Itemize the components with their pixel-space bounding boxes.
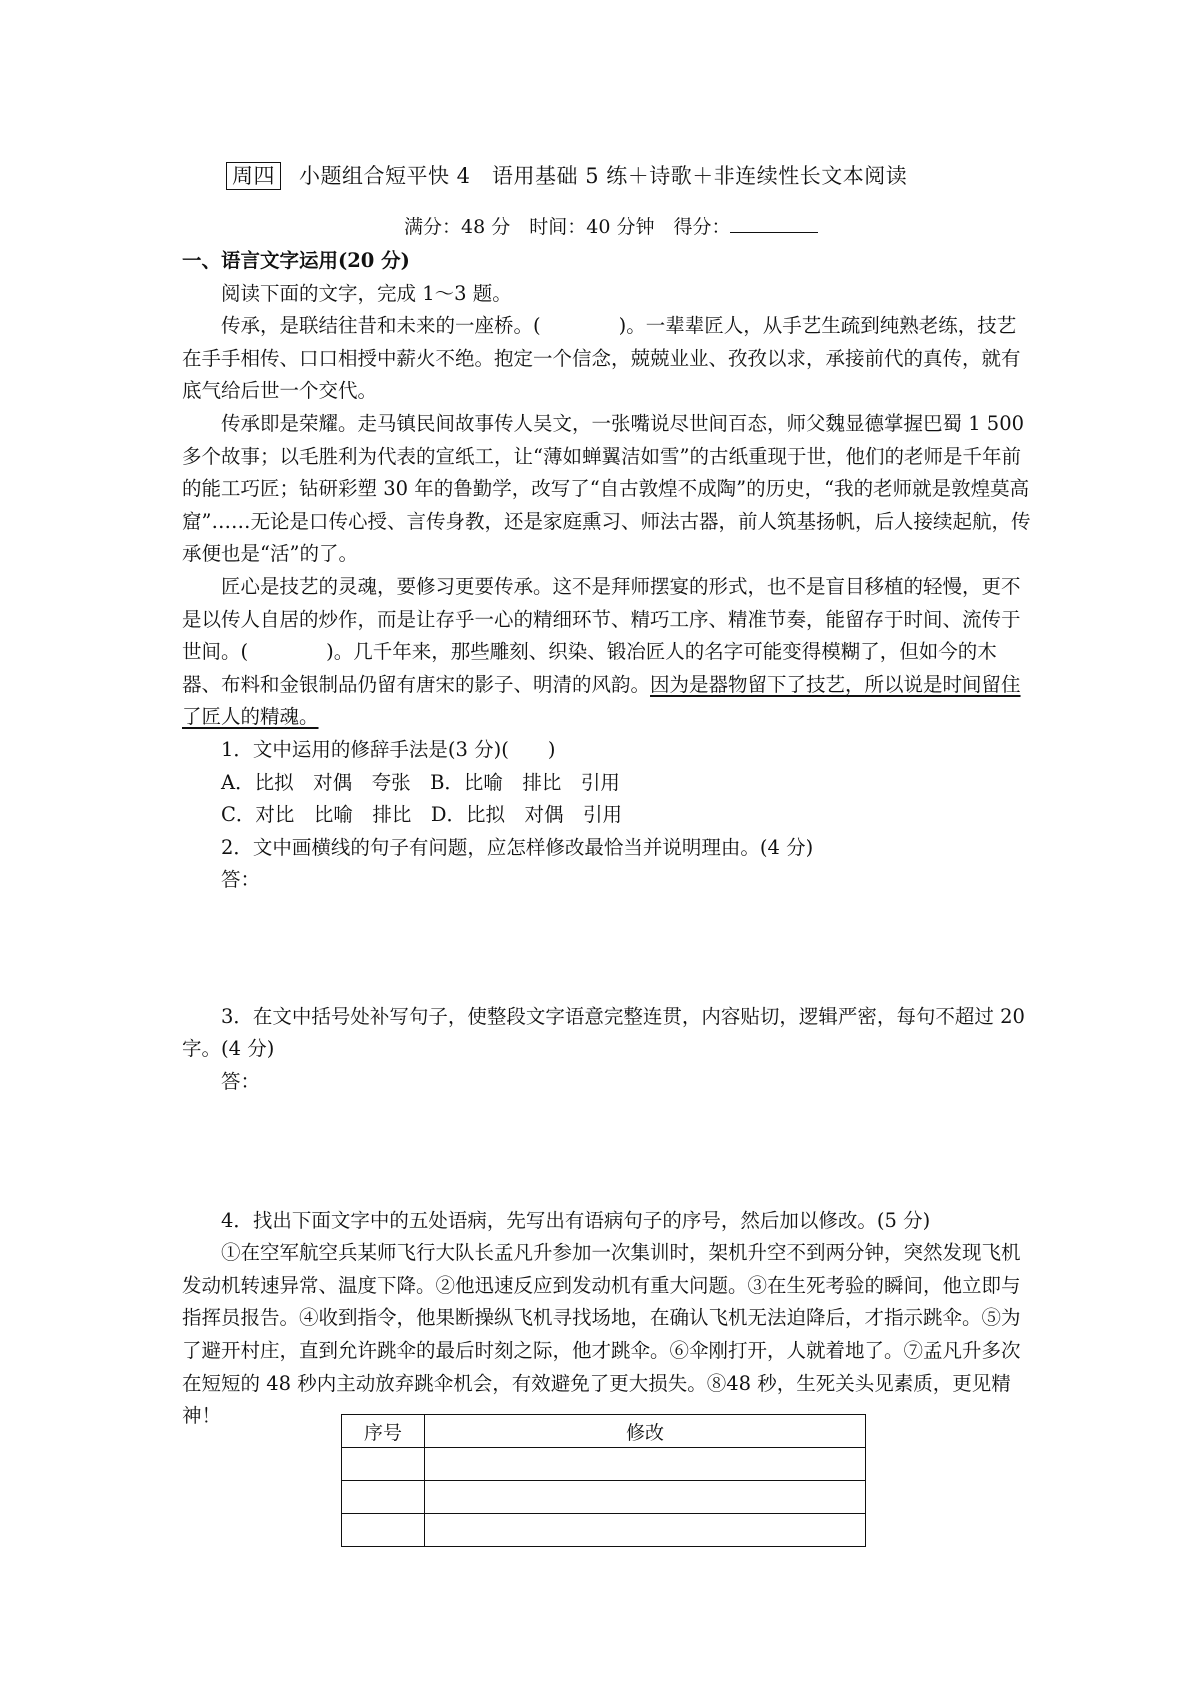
- question-2-stem: 2．文中画横线的句子有问题，应怎样修改最恰当并说明理由。(4 分): [221, 835, 814, 859]
- question-1-stem: 1．文中运用的修辞手法是(3 分)( ): [221, 737, 556, 761]
- answer-fix-cell[interactable]: [425, 1514, 866, 1547]
- full-score: 满分：48 分: [404, 216, 511, 238]
- passage-paragraph-1: 传承，是联结往昔和未来的一座桥。( )。一辈辈匠人，从手艺生疏到纯熟老练，技艺在手手相传、口口相授中薪火不绝。抱定一个信念，兢兢业业、孜孜以求，承接前代的真传，就有底气给后世一个交代。: [182, 314, 1021, 403]
- answer-row: [342, 1514, 866, 1547]
- answer-index-cell[interactable]: [342, 1481, 425, 1514]
- answer-row: [342, 1448, 866, 1481]
- question-1-options-ab: A．比拟 对偶 夸张 B．比喻 排比 引用: [221, 770, 620, 794]
- answer-fix-cell[interactable]: [425, 1448, 866, 1481]
- question-4-passage: ①在空军航空兵某师飞行大队长孟凡升参加一次集训时，架机升空不到两分钟，突然发现飞机发动机转速异常、温度下降。②他迅速反应到发动机有重大问题。③在生死考验的瞬间，他立即与指挥员报告。④收到指令，他果断操纵飞机寻找场地，在确认飞机无法迫降后，才指示跳伞。⑤为了避开村庄，直到允许跳伞的最后时刻之际，他才跳伞。⑥伞刚打开，人就着地了。⑦孟凡升多次在短短的 48 秒内主动放弃跳伞机会，有效避免了更大损失。⑧48 秒，生死关头见素质，更见精神！: [182, 1241, 1021, 1428]
- question-3-answer-space[interactable]: [182, 1099, 1032, 1205]
- column-fix-header: 修改: [425, 1415, 866, 1448]
- day-tag: 周四: [226, 162, 281, 190]
- score-blank[interactable]: [730, 214, 818, 233]
- answer-table-header: [342, 1415, 866, 1448]
- answer-row: [342, 1481, 866, 1514]
- answer-index-cell[interactable]: [342, 1448, 425, 1481]
- underlined-sentence: 因为是器物留下了技艺，所以说是时间留住了匠人的精魂。: [182, 672, 1021, 729]
- section-language-use: [182, 245, 1032, 1433]
- question-3-stem: 3．在文中括号处补写句子，使整段文字语意完整连贯，内容贴切，逻辑严密，每句不超过 20 字。(4 分): [182, 1004, 1025, 1061]
- answer-index-cell[interactable]: [342, 1514, 425, 1547]
- answer-fix-cell[interactable]: [425, 1481, 866, 1514]
- score-label: 得分：: [673, 216, 731, 238]
- section-heading: 一、语言文字运用(20 分): [182, 249, 410, 272]
- worksheet-title: [226, 160, 907, 190]
- paragraph-3-text: 匠心是技艺的灵魂，要修习更要传承。这不是拜师摆宴的形式，也不是盲目移植的轻慢，更不是以传人自居的炒作，而是让存乎一心的精细环节、精巧工序、精准节奏，能留存于时间、流传于世间。( )。几千年来，那些雕刻、织染、锻冶匠人的名字可能变得模糊了，但如今的木器、布料和金银制品仍留有唐宋的影子、明清的风韵。: [182, 574, 1021, 696]
- title-text: 小题组合短平快 4 语用基础 5 练＋诗歌＋非连续性长文本阅读: [299, 164, 908, 188]
- answer-table: [341, 1414, 866, 1547]
- question-3-answer-label: 答：: [221, 1070, 261, 1094]
- reading-instruction: 阅读下面的文字，完成 1～3 题。: [221, 281, 512, 305]
- column-index-header: 序号: [342, 1415, 425, 1448]
- score-line: [404, 212, 818, 239]
- passage-paragraph-3: [182, 571, 1032, 734]
- question-4-stem: 4．找出下面文字中的五处语病，先写出有语病句子的序号，然后加以修改。(5 分): [221, 1208, 931, 1232]
- time-limit: 时间：40 分钟: [529, 216, 655, 238]
- question-1-options-cd: C．对比 比喻 排比 D．比拟 对偶 引用: [221, 803, 623, 827]
- question-2-answer-space[interactable]: [182, 897, 1032, 1001]
- passage-paragraph-2: 传承即是荣耀。走马镇民间故事传人吴文，一张嘴说尽世间百态，师父魏显德掌握巴蜀 1 500 多个故事；以毛胜利为代表的宣纸工，让“薄如蝉翼洁如雪”的古纸重现于世，他们的老师是千年前的能工巧匠；钻研彩塑 30 年的鲁勤学，改写了“自古敦煌不成陶”的历史，“我的老师就是敦煌莫高窟”……无论是口传心授、言传身教，还是家庭熏习、师法古器，前人筑基扬帆，后人接续起航，传承便也是“活”的了。: [182, 411, 1031, 566]
- question-2-answer-label: 答：: [221, 868, 261, 892]
